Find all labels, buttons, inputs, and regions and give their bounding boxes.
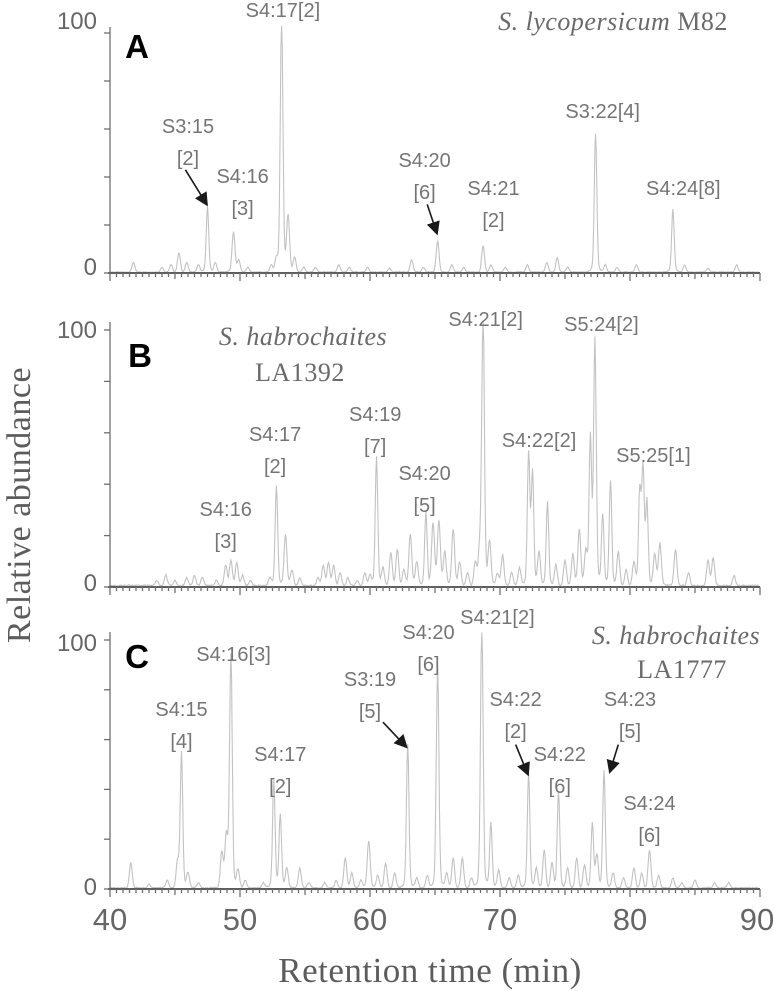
annotation-arrow xyxy=(185,170,206,205)
peak-label xyxy=(349,399,401,463)
panel-species-title xyxy=(637,655,727,685)
panel-letter-A: A xyxy=(125,28,149,65)
peak-label xyxy=(565,96,640,128)
peak-label-line: S4:24[8] xyxy=(646,178,721,200)
peak-label-line: S4:19 xyxy=(349,403,402,426)
peak-label-line: [2] xyxy=(482,210,505,232)
y-axis-title: Relative abundance xyxy=(1,366,38,644)
peak-label xyxy=(467,173,519,237)
y-axis-tick-label: 0 xyxy=(83,874,97,901)
y-axis-tick-label: 100 xyxy=(56,630,97,657)
panel-letter-C: C xyxy=(125,638,149,675)
peak-label xyxy=(448,304,523,336)
peak-label-line: [6] xyxy=(638,825,661,848)
peak-label xyxy=(216,161,268,225)
peak-label xyxy=(646,173,721,205)
peak-label xyxy=(402,617,454,681)
panel-species-title xyxy=(255,358,345,388)
peak-label-line: [2] xyxy=(263,456,287,479)
panel-species-title xyxy=(592,621,760,651)
peak-label-line: [2] xyxy=(504,720,527,743)
peak-label-line: [7] xyxy=(364,435,387,458)
peak-label-line: S4:17 xyxy=(248,424,302,447)
panel-species-title xyxy=(219,322,387,352)
species-name-text: S. habrochaites xyxy=(591,621,761,650)
peak-label-line: S3:19 xyxy=(343,668,397,691)
peak-label xyxy=(398,145,450,209)
peak-label xyxy=(623,788,675,852)
peak-label-line: S3:15 xyxy=(161,115,215,138)
peak-label xyxy=(398,458,450,522)
x-axis-tick-label: 90 xyxy=(739,902,774,937)
peak-label-line: [2] xyxy=(269,775,292,798)
peak-label xyxy=(200,494,252,558)
peak-label-line: S4:22 xyxy=(533,743,586,766)
peak-label-line: S3:22[4] xyxy=(565,101,640,124)
accession-text: LA1392 xyxy=(255,358,345,387)
peak-label xyxy=(155,694,207,758)
peak-label-line: S4:16 xyxy=(216,166,269,188)
peak-label-line: [6] xyxy=(417,653,440,676)
peak-label-line: S4:21[2] xyxy=(460,606,535,629)
species-name-text: S. habrochaites xyxy=(218,322,388,351)
peak-label-line: S4:23 xyxy=(603,688,657,711)
peak-label-line: [6] xyxy=(413,182,436,205)
peak-label-line: S4:15 xyxy=(155,698,208,721)
peak-label-line: S4:20 xyxy=(402,621,455,644)
peak-label-line: S5:24[2] xyxy=(564,313,639,336)
x-axis-tick-label: 50 xyxy=(222,902,258,937)
annotation-arrow xyxy=(516,745,528,775)
peak-label xyxy=(162,111,214,175)
peak-label-line: [5] xyxy=(413,494,436,517)
y-axis-tick-label: 0 xyxy=(83,570,97,597)
panel-letter-B: B xyxy=(128,337,152,374)
peak-label xyxy=(249,419,301,483)
x-axis-tick-label: 80 xyxy=(612,902,648,937)
x-axis-tick-label: 40 xyxy=(92,902,128,937)
peak-label-line: [2] xyxy=(176,147,200,170)
peak-label xyxy=(460,602,535,634)
peak-label-line: S4:21 xyxy=(467,178,520,200)
peak-label-line: S4:22 xyxy=(489,688,542,711)
peak-label-line: S4:21[2] xyxy=(448,308,523,331)
peak-label-line: S5:25[1] xyxy=(616,444,691,467)
peak-label-line: S4:20 xyxy=(398,150,451,173)
peak-label-line: S4:24 xyxy=(623,793,676,816)
peak-label-line: [3] xyxy=(214,530,237,553)
peak-label xyxy=(564,309,639,341)
peak-label-line: S4:22[2] xyxy=(501,429,577,452)
peak-label xyxy=(196,639,271,671)
y-axis-tick-label: 100 xyxy=(56,317,97,344)
x-axis-tick-label: 60 xyxy=(352,902,388,937)
peak-label xyxy=(534,739,586,803)
y-axis-tick-label: 100 xyxy=(56,8,97,35)
peak-label-line: S4:20 xyxy=(398,462,451,485)
panel-species-title xyxy=(498,7,728,37)
peak-label-line: S4:16[3] xyxy=(196,643,271,666)
accession-text: M82 xyxy=(670,7,728,36)
species-name-text: S. lycopersicum xyxy=(498,7,671,36)
peak-label-line: S4:17 xyxy=(254,743,307,766)
peak-label-line: [4] xyxy=(170,730,193,753)
peak-label-line: [5] xyxy=(358,700,382,723)
x-axis-tick-label: 70 xyxy=(482,902,518,937)
annotation-arrow xyxy=(610,745,618,772)
peak-label xyxy=(254,739,306,803)
peak-label xyxy=(502,425,577,457)
peak-label-line: [6] xyxy=(548,775,571,798)
peak-label-line: [5] xyxy=(618,720,642,743)
y-axis-tick-label: 0 xyxy=(83,254,97,281)
peak-label-line: [3] xyxy=(231,198,254,220)
peak-label xyxy=(344,664,396,728)
peak-label-line: S4:16 xyxy=(199,498,252,521)
peak-label-line: S4:17[2] xyxy=(245,0,321,23)
peak-label xyxy=(616,440,691,472)
peak-label xyxy=(604,684,656,748)
accession-text: LA1777 xyxy=(637,655,727,684)
peak-label xyxy=(246,0,321,27)
x-axis-title: Retention time (min) xyxy=(278,951,582,990)
